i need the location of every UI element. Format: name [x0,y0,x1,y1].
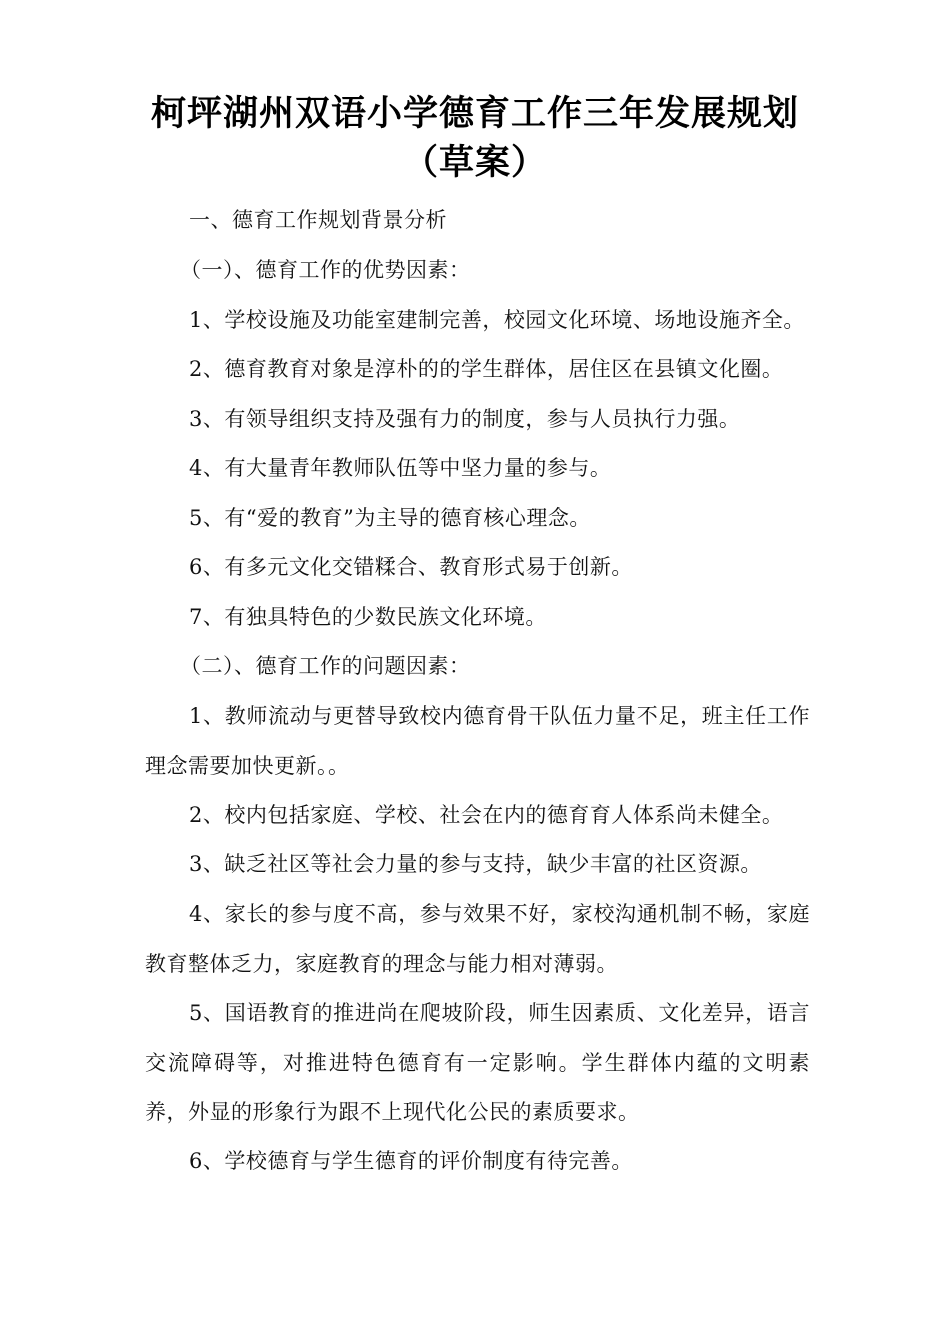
problem-item: 2、校内包括家庭、学校、社会在内的德育育人体系尚未健全。 [189,803,784,827]
advantage-item: 1、学校设施及功能室建制完善，校园文化环境、场地设施齐全。 [189,308,805,332]
advantage-item: 3、有领导组织支持及强有力的制度，参与人员执行力强。 [189,407,741,431]
problem-item: 6、学校德育与学生德育的评价制度有待完善。 [189,1149,633,1173]
problem-item: 1、教师流动与更替导致校内德育骨干队伍力量不足，班主任工作理念需要加快更新。。 [145,704,810,778]
document-subtitle: （草案） [402,142,547,183]
subsection-heading-advantages: （一）、德育工作的优势因素： [180,258,471,282]
document-title: 柯坪湖州双语小学德育工作三年发展规划 [150,93,799,134]
problem-item: 3、缺乏社区等社会力量的参与支持，缺少丰富的社区资源。 [189,852,762,876]
problem-item: 5、国语教育的推进尚在爬坡阶段，师生因素质、文化差异，语言交流障碍等，对推进特色德育有一定影响。学生群体内蕴的文明素养，外显的形象行为跟不上现代化公民的素质要求。 [145,1001,810,1124]
problem-item: 4、家长的参与度不高，参与效果不好，家校沟通机制不畅，家庭教育整体乏力，家庭教育的理念与能力相对薄弱。 [145,902,810,976]
advantage-item: 6、有多元文化交错糅合、教育形式易于创新。 [189,555,633,579]
advantage-item: 4、有大量青年教师队伍等中坚力量的参与。 [189,456,612,480]
advantage-item: 2、德育教育对象是淳朴的的学生群体，居住区在县镇文化圈。 [189,357,784,381]
section-heading: 一、德育工作规划背景分析 [189,208,447,232]
advantage-item: 5、有“爱的教育”为主导的德育核心理念。 [189,506,591,530]
subsection-heading-problems: （二）、德育工作的问题因素： [180,654,471,678]
advantage-item: 7、有独具特色的少数民族文化环境。 [189,605,547,629]
